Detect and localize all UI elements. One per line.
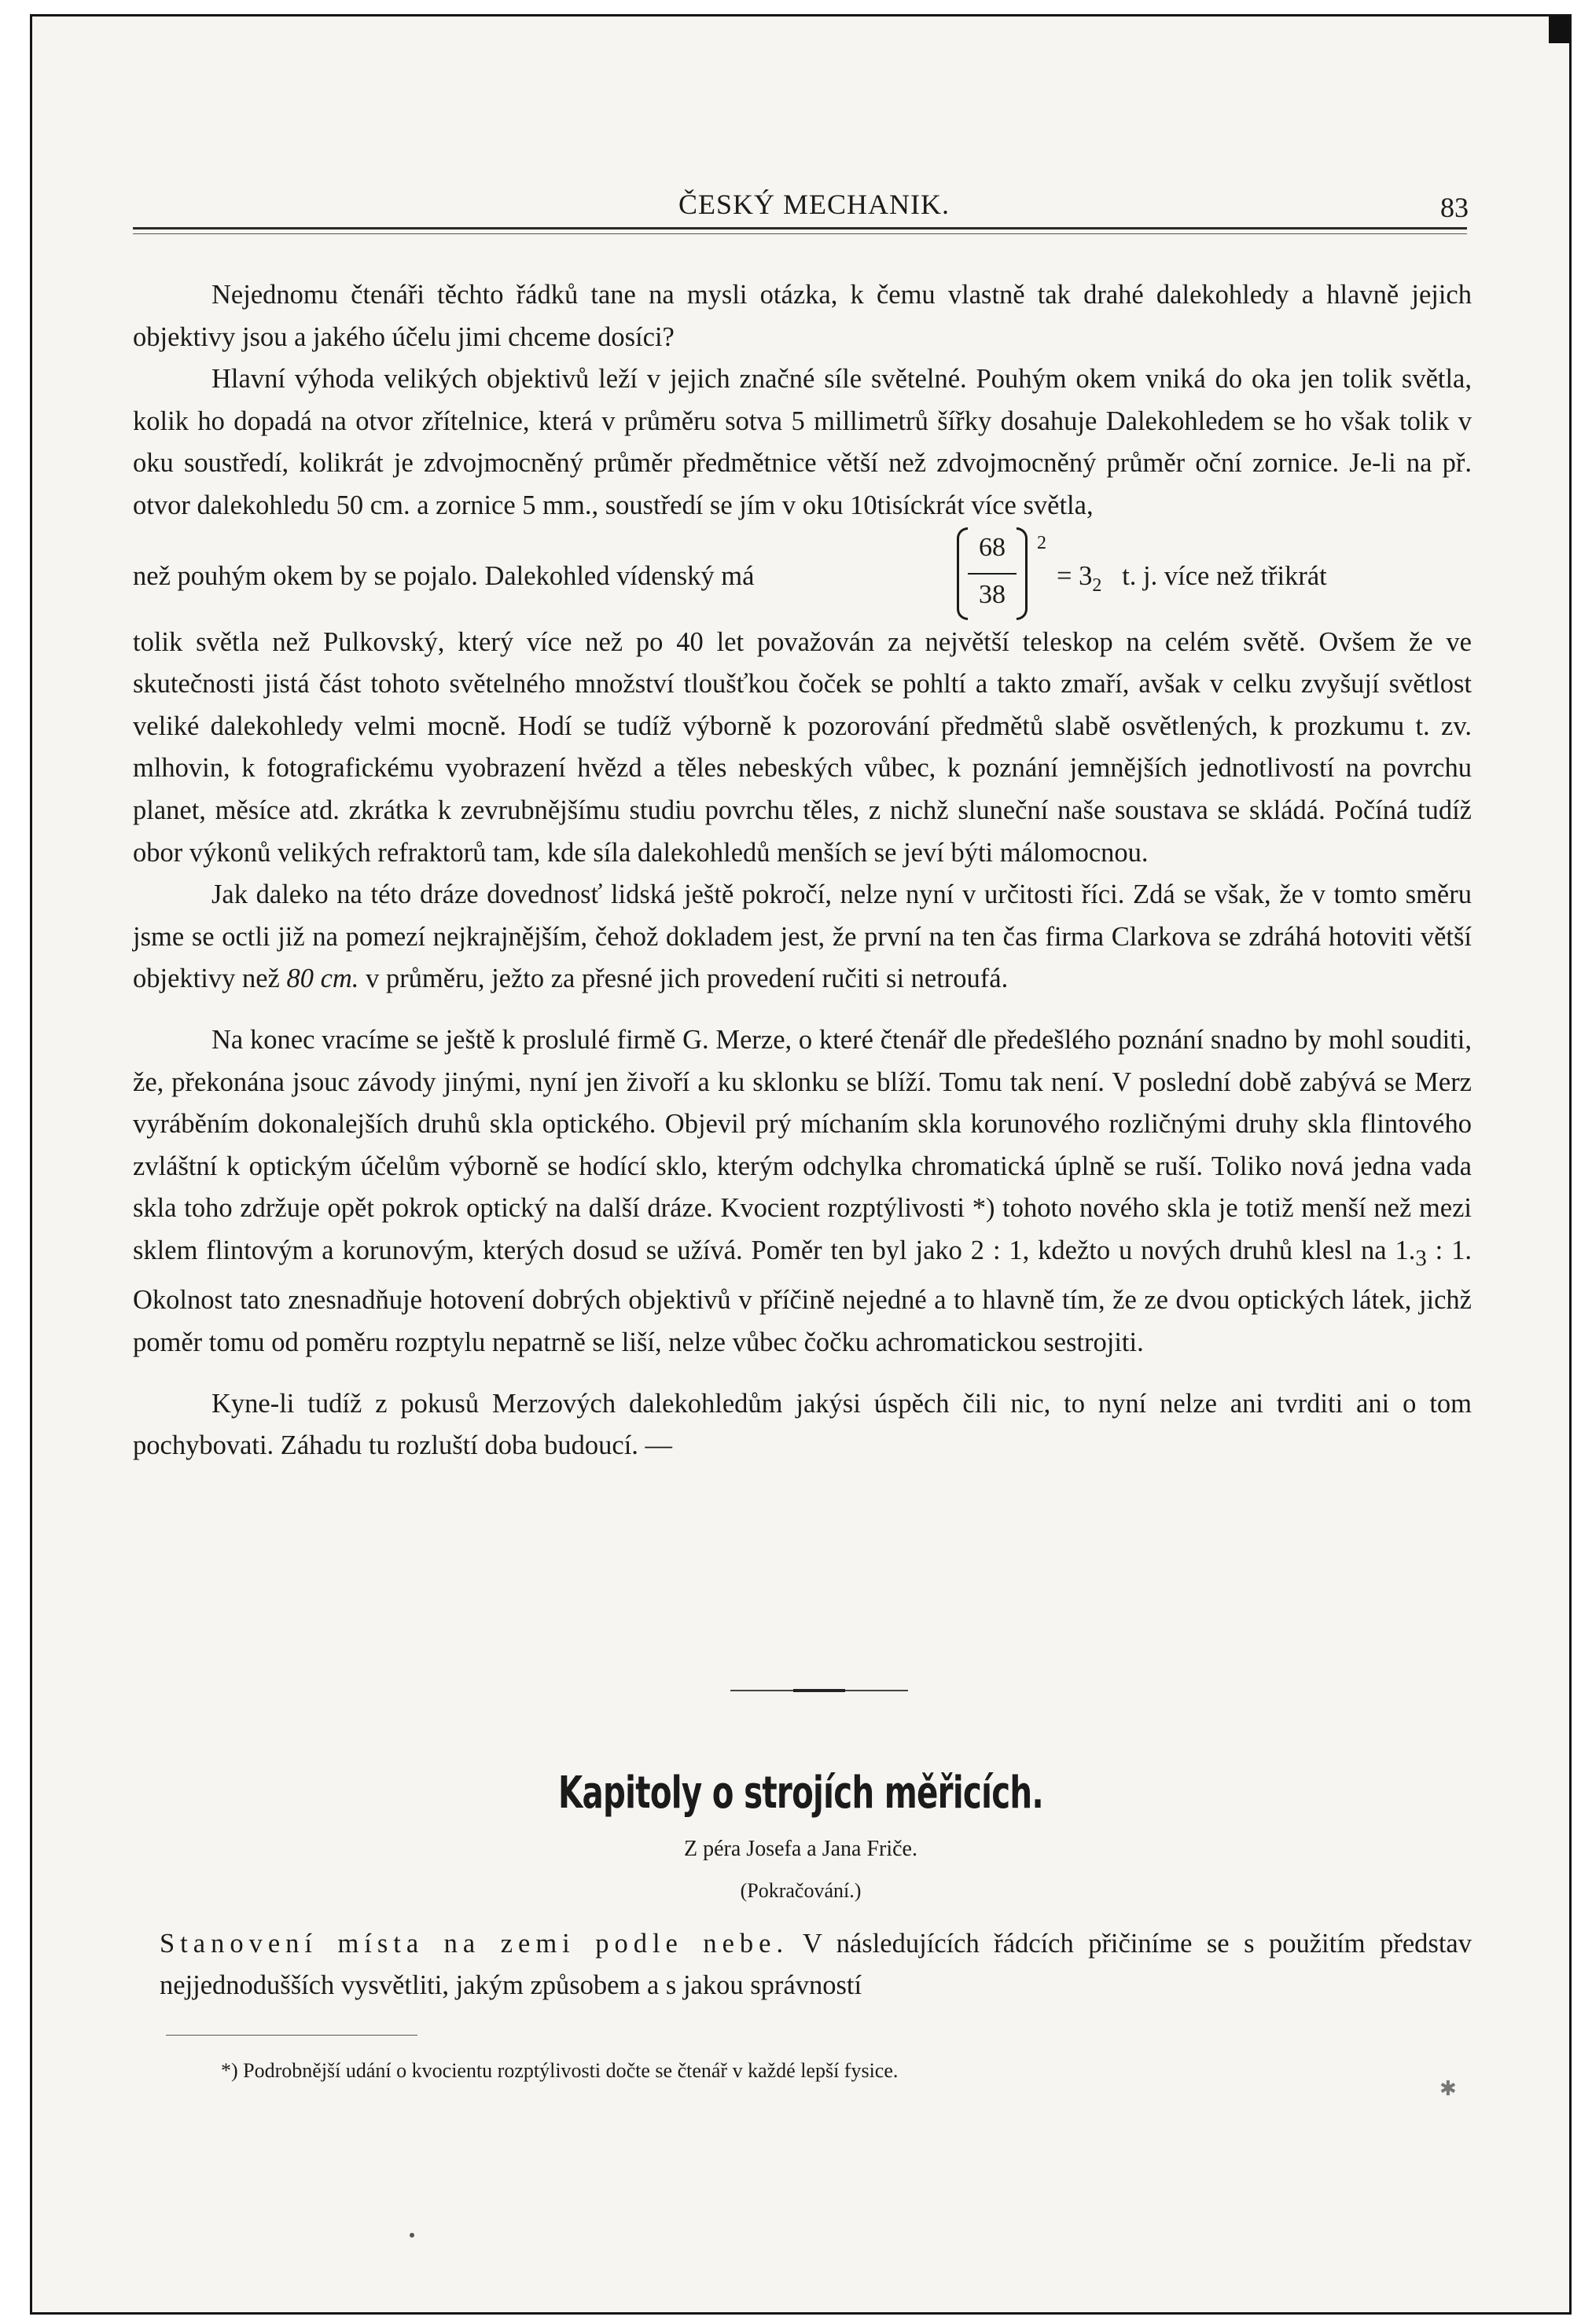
header-rule-thin <box>133 233 1467 234</box>
formula-lead-text: než pouhým okem by se pojalo. Dalekohled vídenský má <box>133 560 755 591</box>
italic-measure: 80 cm. <box>286 964 359 994</box>
formula-equals: = 3 <box>1057 560 1093 591</box>
paragraph <box>133 874 1472 1000</box>
ink-dot <box>410 2233 414 2238</box>
paragraph: tolik světla než Pulkovský, který více než po 40 let považován za největší teleskop na celém světě. Ovšem že ve skutečnosti jistá část tohoto světelného množství tloušťkou čoček se pohltí a takto zmaří, avšak v celku zvyšují světlost veliké dalekohledy velmi mocně. Hodí se tudíž výborně k pozorování předmětů slabě osvětlených, k prozkumu t. zv. mlhovin, k fotografickému vyobrazení hvězd a těles nebeských vůbec, k poznání jemnějších jednotlivostí na povrchu planet, měsíce atd. zkrátka k zevrubnějšímu studiu povrchu těles, z nichž sluneční naše soustava se skládá. Počíná tudíž obor výkonů velikých refraktorů tam, kde síla dalekohledů menších se jeví býti málomocnou. <box>133 626 1472 868</box>
footnote-rule <box>166 2035 417 2036</box>
formula-trailing-text: t. j. více než třikrát <box>1122 560 1327 591</box>
paragraph: Hlavní výhoda velikých objektivů leží v jejich značné síle světelné. Pouhým okem vniká do oka jen tolik světla, kolik ho dopadá na otvor zřítelnice, která v průměru sotva 5 millimetrů šířky dosahuje Dalekohledem se ho však tolik v oku soustředí, kolikrát je zdvojmocněný průměr předmětnice větší než zdvojmocněný průměr oční zornice. Je-li na př. otvor dalekohledu 50 cm. a zornice 5 mm., soustředí se jím v oku 10tisíckrát více světla, <box>133 364 1472 520</box>
fraction-numerator: 68 <box>979 532 1006 562</box>
journal-title: ČESKÝ MECHANIK. <box>678 189 950 220</box>
formula-result <box>1057 556 1327 608</box>
decorative-star: ✱ <box>1439 2077 1457 2100</box>
page-corner-mark <box>1549 17 1569 43</box>
exponent: 2 <box>1037 532 1046 553</box>
formula-subscript: 2 <box>1092 575 1102 596</box>
chapter-body <box>160 1923 1472 2006</box>
continued-note: (Pokračování.) <box>740 1879 862 1902</box>
chapter-title: Kapitoly o strojích měřicích. <box>558 1768 1043 1819</box>
document-page <box>30 14 1572 2315</box>
chapter-author: Z péra Josefa a Jana Friče. <box>684 1837 917 1861</box>
formula-line <box>133 527 1472 622</box>
paragraph <box>133 1019 1472 1364</box>
paragraph-text: Jak daleko na této dráze dovednosť lidská ještě pokročí, nelze nyní v určitosti říci. Zdá se však, že v tomto směru jsme se octli již na pomezí nejkrajnějším, čehož dokladem jest, že první na ten čas firma Clarkova se zdráhá hotoviti větší objektivy než <box>133 879 1472 994</box>
paragraph: Kyne-li tudíž z pokusů Merzových dalekohledům jakýsi úspěch čili nic, to nyní nelze ani tvrditi ani o tom pochybovati. Záhadu tu rozluští doba budoucí. — <box>133 1388 1472 1461</box>
spaced-lead: Stanovení místa na zemi podle nebe. <box>160 1929 789 1959</box>
footnote <box>221 2057 1447 2085</box>
fraction-denominator: 38 <box>979 579 1006 609</box>
paragraph <box>160 1923 1472 2006</box>
paragraph-text: V následujících řádcích přičiníme se s použitím představ nejjednodušších vysvětliti, jakým způsobem a s jakou správností <box>160 1929 1472 2000</box>
page-number: 83 <box>1440 192 1469 223</box>
fraction-bar <box>968 573 1017 575</box>
paragraph: Nejednomu čtenáři těchto řádků tane na mysli otázka, k čemu vlastně tak drahé dalekohledy a hlavně jejich objektivy jsou a jakého účelu jimi chceme dosíci? <box>133 280 1472 352</box>
article-body <box>133 274 1472 1467</box>
paragraph-text: v průměru, ježto za přesné jich provedení ručiti si netroufá. <box>366 964 1009 994</box>
running-header <box>160 188 1469 222</box>
paragraph-text: : 1. Okolnost tato znesnadňuje hotovení dobrých objektivů v příčině nejedné a to hlavně tím, že ze dvou optických látek, jichž poměr tomu od poměru rozptylu nepatrně se liší, nelze vůbec čočku achromatickou sestrojiti. <box>133 1235 1472 1357</box>
footnote-mark: *) <box>221 2059 238 2082</box>
section-separator <box>730 1690 908 1691</box>
subscript: 3 <box>1415 1245 1427 1271</box>
separator-center <box>793 1689 845 1692</box>
fraction <box>965 527 1046 620</box>
footnote-text: Podrobnější udání o kvocientu rozptýlivosti dočte se čtenář v každé lepší fysice. <box>243 2059 899 2082</box>
header-rule-thick <box>133 227 1467 229</box>
right-parenthesis <box>1017 527 1028 620</box>
paragraph-text: Na konec vracíme se ještě k proslulé firmě G. Merze, o které čtenář dle předešlého poznání snadno by mohl souditi, že, překonána jsouc závody jinými, nyní jen živoří a ku sklonku se blíží. Tomu tak není. V poslední době zabývá se Merz vyráběním dokonalejších druhů skla optického. Objevil prý míchaním skla korunového rozličnými druhy skla flintového zvláštní k optickým účelům výborně se hodící sklo, kterým odchylka chromatická úplně se ruší. Toliko nová jedna vada skla toho zdržuje opět pokrok optický na další dráze. Kvocient rozptýlivosti *) tohoto nového skla je totiž menší než mezi sklem flintovým a korunovým, kterých dosud se užívá. Poměr ten byl jako 2 : 1, kdežto u nových druhů klesl na 1. <box>133 1024 1472 1265</box>
